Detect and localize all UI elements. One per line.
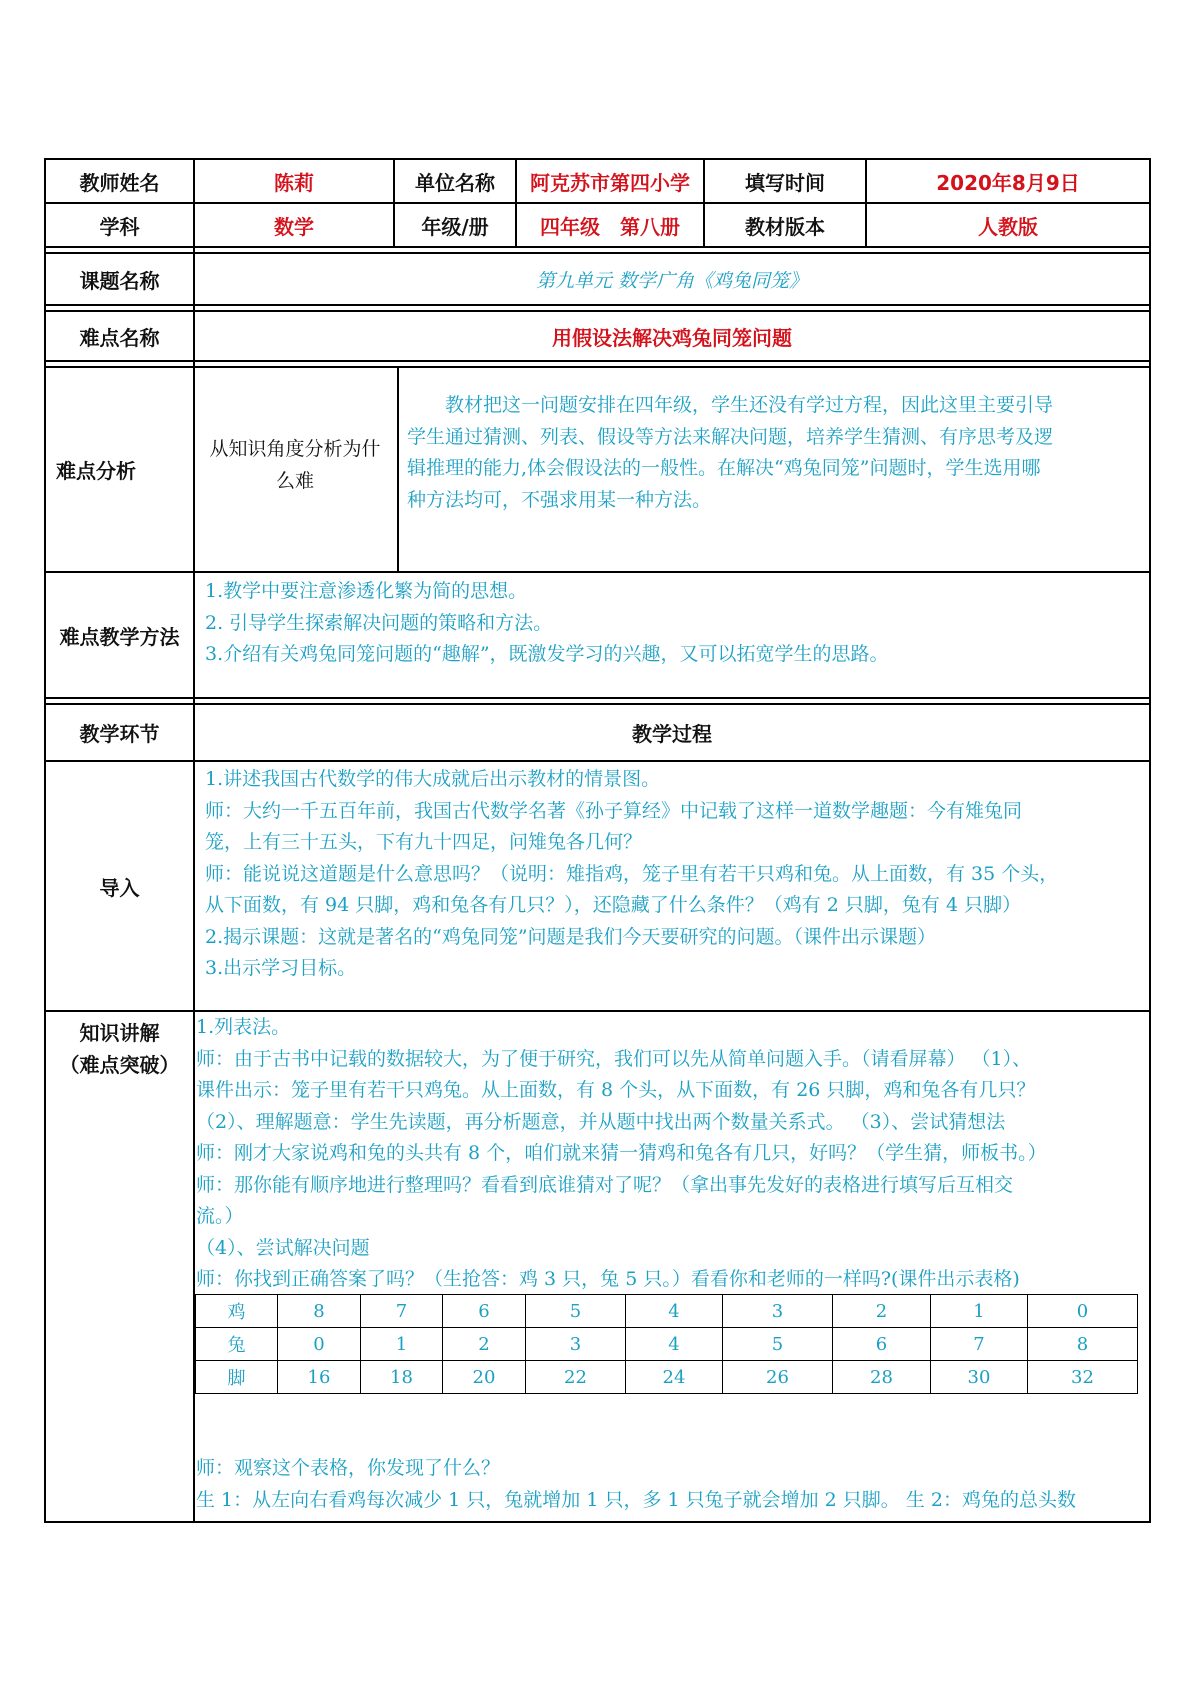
subject-value: 数学 xyxy=(274,214,314,239)
analysis-line: 辑推理的能力,体会假设法的一般性。在解决“鸡兔同笼”问题时，学生选用哪 xyxy=(407,457,1041,479)
intro-line: 师：大约一千五百年前，我国古代数学名著《孙子算经》中记载了这样一道数学趣题：今有雉兔同 xyxy=(205,799,1023,822)
table-cell: 2 xyxy=(443,1328,526,1361)
intro-line: 师：能说说这道题是什么意思吗？（说明：雉指鸡，笼子里有若干只鸡和兔。从上面数，有 35 个头， xyxy=(205,862,1059,885)
knowledge-line: 师：刚才大家说鸡和兔的头共有 8 个，咱们就来猜一猜鸡和兔各有几只，好吗？（学生猜，师板书。） xyxy=(196,1142,1047,1164)
table-cell: 0 xyxy=(278,1328,361,1361)
process-label: 教学过程 xyxy=(632,722,712,746)
subject-label: 学科 xyxy=(99,214,140,239)
table-cell: 22 xyxy=(526,1361,626,1394)
intro-line: 1.讲述我国古代数学的伟大成就后出示教材的情景图。 xyxy=(205,768,661,790)
intro-line: 3.出示学习目标。 xyxy=(205,957,357,979)
edition-label: 教材版本 xyxy=(745,214,825,239)
topic-label: 课题名称 xyxy=(79,268,160,293)
analysis-line: 种方法均可，不强求用某一种方法。 xyxy=(407,488,712,511)
table-cell: 16 xyxy=(278,1361,361,1394)
row-label: 脚 xyxy=(196,1361,278,1394)
row-divider xyxy=(44,246,1151,248)
table-cell: 6 xyxy=(443,1295,526,1328)
analysis-label: 难点分析 xyxy=(56,459,136,483)
table-cell: 18 xyxy=(361,1361,443,1394)
grade-value: 四年级 第八册 xyxy=(540,214,680,239)
method-line: 3.介绍有关鸡兔同笼问题的“趣解”，既激发学习的兴趣，又可以拓宽学生的思路。 xyxy=(205,643,889,665)
row-divider xyxy=(44,760,1151,762)
analysis-text xyxy=(407,390,1147,516)
unit-value: 阿克苏市第四小学 xyxy=(530,170,690,195)
knowledge-line: 师：你找到正确答案了吗？（生抢答：鸡 3 只，兔 5 只。）看看你和老师的一样吗?(课件出示表格) xyxy=(196,1268,1020,1290)
intro-text xyxy=(205,764,1149,985)
table-cell: 0 xyxy=(1028,1295,1138,1328)
edition-value: 人教版 xyxy=(978,214,1038,239)
intro-label: 导入 xyxy=(99,875,140,900)
intro-line: 从下面数，有 94 只脚，鸡和兔各有几只？），还隐藏了什么条件？（鸡有 2 只脚，兔有 4 只脚） xyxy=(205,894,1022,916)
difficulty-label: 难点名称 xyxy=(79,325,160,350)
knowledge-line: 课件出示：笼子里有若干只鸡兔。从上面数，有 8 个头，从下面数，有 26 只脚，鸡和兔各有几只？ xyxy=(196,1079,1036,1101)
method-line: 2. 引导学生探索解决问题的策略和方法。 xyxy=(205,611,553,634)
table-cell: 7 xyxy=(931,1328,1028,1361)
table-row-rabbit xyxy=(196,1328,1138,1361)
knowledge-line: （2）、理解题意：学生先读题，再分析题意，并从题中找出两个数量关系式。 （3）、尝试猜想法 xyxy=(196,1110,1006,1133)
difficulty-value: 用假设法解决鸡兔同笼问题 xyxy=(552,325,792,350)
knowledge-line: 师：观察这个表格，你发现了什么？ xyxy=(196,1457,501,1479)
table-row-feet xyxy=(196,1361,1138,1394)
table-cell: 1 xyxy=(931,1295,1028,1328)
row-divider xyxy=(44,304,1151,306)
table-cell: 30 xyxy=(931,1361,1028,1394)
row-label: 鸡 xyxy=(196,1295,278,1328)
knowledge-line: （4）、尝试解决问题 xyxy=(196,1236,370,1259)
knowledge-text xyxy=(196,1012,1148,1296)
table-cell: 8 xyxy=(1028,1328,1138,1361)
date-label: 填写时间 xyxy=(745,170,825,195)
table-cell: 1 xyxy=(361,1328,443,1361)
method-label: 难点教学方法 xyxy=(59,624,180,649)
table-cell: 3 xyxy=(526,1328,626,1361)
row-divider xyxy=(44,366,1151,368)
chicken-rabbit-table xyxy=(195,1294,1138,1394)
knowledge-line: 师：由于古书中记载的数据较大，为了便于研究，我们可以先从简单问题入手。（请看屏幕） （1）、 xyxy=(196,1047,1032,1070)
knowledge-line: 流。） xyxy=(196,1205,244,1227)
table-cell: 6 xyxy=(833,1328,931,1361)
analysis-sub-label: 从知识角度分析为什么难 xyxy=(209,438,381,492)
knowledge-label xyxy=(46,1014,193,1084)
table-cell: 3 xyxy=(723,1295,833,1328)
knowledge-line: 师：那你能有顺序地进行整理吗？看看到底谁猜对了呢？（拿出事先发好的表格进行填写后互相交 xyxy=(196,1173,1014,1196)
table-cell: 24 xyxy=(626,1361,723,1394)
table-cell: 32 xyxy=(1028,1361,1138,1394)
table-row-chicken xyxy=(196,1295,1138,1328)
date-value: 2020年8月9日 xyxy=(936,170,1080,195)
teacher-label: 教师姓名 xyxy=(79,170,160,195)
knowledge-label-line1: 知识讲解 xyxy=(79,1021,160,1045)
table-cell: 5 xyxy=(723,1328,833,1361)
row-divider xyxy=(44,697,1151,699)
analysis-line: 教材把这一问题安排在四年级，学生还没有学过方程，因此这里主要引导 xyxy=(407,394,1054,416)
method-text xyxy=(205,576,1145,671)
table-cell: 26 xyxy=(723,1361,833,1394)
table-cell: 8 xyxy=(278,1295,361,1328)
grade-label: 年级/册 xyxy=(421,214,489,239)
unit-label: 单位名称 xyxy=(415,170,495,195)
knowledge-label-line2: （难点突破） xyxy=(59,1053,180,1077)
row-label: 兔 xyxy=(196,1328,278,1361)
teacher-value: 陈莉 xyxy=(274,170,314,195)
intro-line: 笼，上有三十五头，下有九十四足，问雉兔各几何？ xyxy=(205,831,643,853)
table-cell: 28 xyxy=(833,1361,931,1394)
row-divider xyxy=(44,360,1151,362)
method-line: 1.教学中要注意渗透化繁为简的思想。 xyxy=(205,580,528,602)
table-cell: 2 xyxy=(833,1295,931,1328)
table-cell: 7 xyxy=(361,1295,443,1328)
row-divider xyxy=(44,571,1151,573)
table-cell: 4 xyxy=(626,1295,723,1328)
column-divider xyxy=(397,366,399,572)
knowledge-after-text xyxy=(196,1453,1148,1516)
intro-line: 2.揭示课题：这就是著名的“鸡兔同笼”问题是我们今天要研究的问题。（课件出示课题） xyxy=(205,925,937,948)
table-cell: 5 xyxy=(526,1295,626,1328)
topic-value: 第九单元 数学广角《鸡兔同笼》 xyxy=(535,269,809,292)
analysis-line: 学生通过猜测、列表、假设等方法来解决问题，培养学生猜测、有序思考及逻 xyxy=(407,425,1054,448)
table-cell: 4 xyxy=(626,1328,723,1361)
table-cell: 20 xyxy=(443,1361,526,1394)
knowledge-line: 1.列表法。 xyxy=(196,1016,291,1038)
process-stage-label: 教学环节 xyxy=(79,722,160,746)
knowledge-line: 生 1：从左向右看鸡每次减少 1 只，兔就增加 1 只，多 1 只兔子就会增加 2 只脚。 生 2：鸡兔的总头数 xyxy=(196,1488,1076,1511)
